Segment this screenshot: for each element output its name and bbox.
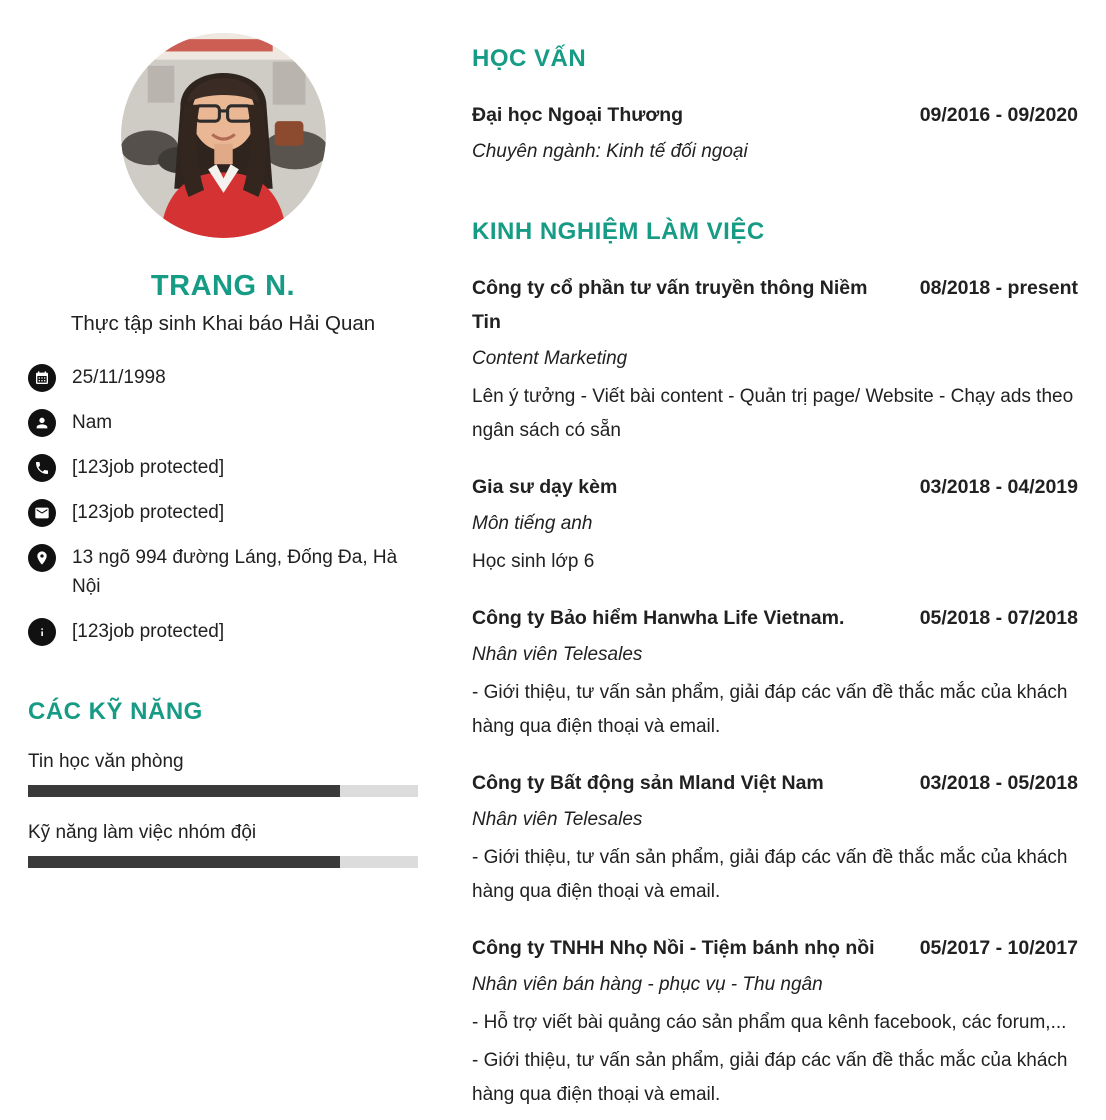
skill-item <box>28 747 418 797</box>
education-entry-head <box>472 98 1078 132</box>
skills-heading: CÁC KỸ NĂNG <box>28 698 203 725</box>
contact-item-gender <box>28 408 418 437</box>
contact-item-email <box>28 498 418 527</box>
experience-heading: KINH NGHIỆM LÀM VIỆC <box>472 218 765 245</box>
job-description: - Giới thiệu, tư vấn sản phẩm, giải đáp các vấn đề thắc mắc của khách hàng qua điện thoại và email. <box>472 682 1068 737</box>
company-name: Công ty TNHH Nhọ Nồi - Tiệm bánh nhọ nồi <box>472 937 875 959</box>
job-description: Lên ý tưởng - Viết bài content - Quản trị page/ Website - Chạy ads theo ngân sách có sẵn <box>472 386 1074 441</box>
company-name: Công ty cổ phần tư vấn truyền thông Niềm Tin <box>472 277 868 333</box>
education-section <box>472 45 1078 169</box>
profile-photo-illustration <box>121 33 326 238</box>
skill-item <box>28 818 418 868</box>
experience-entry-head <box>472 766 1078 800</box>
experience-dates: 03/2018 - 04/2019 <box>919 476 1078 498</box>
education-entry <box>472 98 1078 169</box>
experience-entry <box>472 601 1078 744</box>
avatar <box>121 33 326 238</box>
job-description: - Hỗ trợ viết bài quảng cáo sản phẩm qua kênh facebook, các forum,... <box>472 1012 1067 1033</box>
job-role: Content Marketing <box>472 348 628 369</box>
skill-bar-track <box>28 856 418 868</box>
info-icon <box>28 618 56 646</box>
skill-bar-fill <box>28 856 340 868</box>
calendar-icon <box>28 364 56 392</box>
experience-dates: 08/2018 - present <box>919 277 1078 299</box>
skill-bar-track <box>28 785 418 797</box>
company-name: Công ty Bất động sản Mland Việt Nam <box>472 772 824 794</box>
profile-sidebar <box>28 33 418 1120</box>
contact-value: [123job protected] <box>72 621 225 642</box>
contact-item-birthday <box>28 363 418 392</box>
contact-value: 25/11/1998 <box>72 367 166 388</box>
contact-value: [123job protected] <box>72 457 225 478</box>
experience-entry-head <box>472 931 1078 965</box>
experience-entry-head <box>472 271 1078 339</box>
education-detail: Chuyên ngành: Kinh tế đối ngoại <box>472 141 748 162</box>
job-role: Môn tiếng anh <box>472 513 593 534</box>
location-icon <box>28 544 56 572</box>
job-description: - Giới thiệu, tư vấn sản phẩm, giải đáp các vấn đề thắc mắc của khách hàng qua điện thoại và email. <box>472 1050 1068 1105</box>
experience-dates: 05/2017 - 10/2017 <box>919 937 1078 959</box>
contact-item-address <box>28 543 418 601</box>
contact-value: [123job protected] <box>72 502 225 523</box>
contact-item-info <box>28 617 418 646</box>
experience-entry <box>472 931 1078 1112</box>
education-heading: HỌC VẤN <box>472 45 587 72</box>
company-name: Công ty Bảo hiểm Hanwha Life Vietnam. <box>472 607 845 629</box>
job-description: Học sinh lớp 6 <box>472 551 595 572</box>
experience-entry-head <box>472 470 1078 504</box>
contact-value: 13 ngõ 994 đường Láng, Đống Đa, Hà Nội <box>72 547 398 597</box>
experience-entry-head <box>472 601 1078 635</box>
experience-entry <box>472 766 1078 909</box>
experience-entry <box>472 271 1078 448</box>
experience-dates: 05/2018 - 07/2018 <box>919 607 1078 629</box>
profile-job-title: Thực tập sinh Khai báo Hải Quan <box>70 312 376 335</box>
contact-value: Nam <box>72 412 113 433</box>
job-role: Nhân viên Telesales <box>472 809 643 830</box>
cv-main <box>472 33 1078 1120</box>
experience-dates: 03/2018 - 05/2018 <box>919 772 1078 794</box>
job-description: - Giới thiệu, tư vấn sản phẩm, giải đáp các vấn đề thắc mắc của khách hàng qua điện thoại và email. <box>472 847 1068 902</box>
contact-item-phone <box>28 453 418 482</box>
experience-section <box>472 218 1078 1112</box>
skill-label: Kỹ năng làm việc nhóm đội <box>28 822 257 843</box>
email-icon <box>28 499 56 527</box>
skill-label: Tin học văn phòng <box>28 751 184 772</box>
contact-list <box>28 363 418 646</box>
person-icon <box>28 409 56 437</box>
profile-name: TRANG N. <box>150 270 296 302</box>
phone-icon <box>28 454 56 482</box>
job-role: Nhân viên Telesales <box>472 644 643 665</box>
experience-entry <box>472 470 1078 579</box>
skill-bar-fill <box>28 785 340 797</box>
job-role: Nhân viên bán hàng - phục vụ - Thu ngân <box>472 974 823 995</box>
education-dates: 09/2016 - 09/2020 <box>919 104 1078 126</box>
company-name: Gia sư dạy kèm <box>472 476 618 498</box>
school-name: Đại học Ngoại Thương <box>472 104 684 126</box>
